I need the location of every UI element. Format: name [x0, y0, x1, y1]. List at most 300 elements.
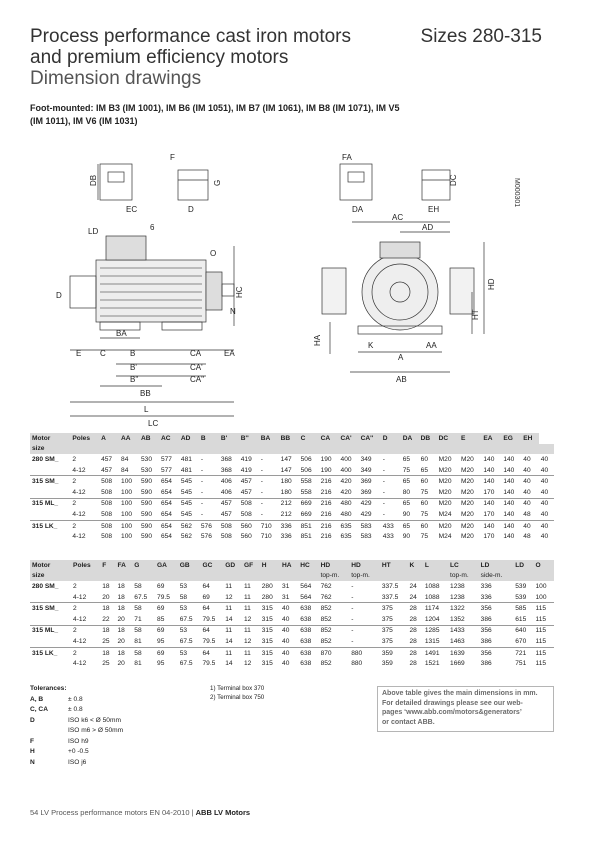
table-cell: 710	[259, 520, 279, 531]
table-cell: 69	[157, 582, 165, 590]
table-cell: H	[260, 560, 280, 571]
table-cell: 18	[116, 625, 133, 636]
table-cell: 508	[99, 476, 119, 487]
table-row	[30, 658, 554, 669]
table-cell: GF	[242, 560, 260, 571]
table-header-row	[30, 433, 554, 444]
table-cell: 506	[300, 466, 312, 474]
header-size-label: size	[30, 444, 554, 455]
table-cell: 80	[402, 488, 411, 496]
table-cell: 75	[420, 488, 429, 496]
table-cell: CA''	[359, 433, 381, 444]
table-cell	[30, 592, 71, 603]
table-cell: -	[351, 582, 354, 590]
table-cell	[408, 571, 423, 582]
table-cell: 18	[100, 603, 115, 614]
label-lc: LC	[148, 419, 159, 428]
table-cell: 67.5	[179, 615, 193, 623]
table-cell: 669	[300, 510, 312, 518]
table-cell: M20	[437, 476, 459, 487]
table-cell: 18	[102, 582, 110, 590]
table-cell: 1521	[424, 660, 440, 668]
label-n: N	[230, 307, 236, 316]
label-ca2: CA''	[190, 375, 205, 384]
table-cell: 4-12	[72, 533, 86, 541]
table-cell: M20	[461, 533, 474, 541]
info-line-1: Above table gives the main dimensions in mm.	[382, 690, 538, 697]
table-cell: 75	[402, 466, 411, 474]
table-cell: Poles	[70, 433, 99, 444]
table-cell: 670	[515, 637, 527, 645]
table-cell: 558	[299, 476, 319, 487]
table-cell: 100	[535, 582, 547, 590]
table-cell: 20	[117, 637, 125, 645]
drawing-code: M000301	[513, 178, 520, 208]
table-cell: 762	[320, 582, 332, 590]
table-cell: 40	[540, 466, 549, 474]
table-cell: 851	[299, 520, 319, 531]
table-cell: 11	[223, 647, 242, 658]
table-cell: Motor	[30, 433, 70, 444]
table-cell: LD	[479, 560, 514, 571]
table-cell: 115	[535, 637, 547, 645]
table-cell: 67.5	[179, 637, 193, 645]
tolerance-row	[30, 716, 123, 727]
table-cell: 419	[240, 455, 252, 463]
table-cell: E	[459, 433, 481, 444]
table-cell: -	[260, 488, 263, 496]
table-cell: 24	[409, 593, 417, 601]
table-cell: 40	[521, 520, 539, 531]
table-cell	[155, 571, 178, 582]
table-cell: -	[351, 637, 354, 645]
label-ec: EC	[126, 205, 138, 214]
table-cell: 762	[320, 593, 332, 601]
table-cell: EA	[481, 433, 501, 444]
table-cell: GA	[155, 560, 178, 571]
table-cell	[116, 571, 133, 582]
table-cell: 558	[300, 488, 312, 496]
table-cell: M20	[461, 488, 474, 496]
table-cell: 11	[243, 582, 251, 590]
table-cell: 40	[540, 455, 549, 463]
table-cell: 212	[280, 510, 292, 518]
table-cell: 71	[134, 615, 142, 623]
table-cell: CA	[319, 433, 339, 444]
table-cell: L	[423, 560, 448, 571]
table-cell: 14	[225, 637, 233, 645]
table-cell: 40	[539, 476, 554, 487]
table-cell: 386	[480, 615, 492, 623]
table-cell: M24	[438, 533, 452, 541]
table-cell: 583	[359, 520, 381, 531]
table-cell: 315	[261, 660, 273, 668]
table-cell: M20	[459, 498, 481, 509]
table-cell: -	[259, 498, 279, 509]
table-cell: 530	[141, 455, 153, 463]
table-cell: 28	[408, 647, 423, 658]
table-cell: 4-12	[73, 593, 87, 601]
table-cell	[71, 571, 100, 582]
label-b1: B'	[130, 363, 137, 372]
table-cell: 562	[180, 533, 192, 541]
table-header-row-2	[30, 444, 554, 455]
table-cell: 12	[243, 660, 252, 668]
table-cell: 508	[101, 510, 113, 518]
table-cell: 400	[340, 466, 352, 474]
tolerance-key: N	[30, 758, 35, 766]
table-cell: 100	[535, 593, 547, 601]
table-cell: 349	[360, 466, 372, 474]
table-cell: M20	[461, 510, 474, 518]
table-cell: 58	[132, 625, 155, 636]
table-cell: 638	[298, 647, 318, 658]
table-cell: HA	[280, 560, 298, 571]
table-cell: 2	[73, 582, 77, 590]
table-cell	[280, 571, 298, 582]
label-f: F	[170, 153, 175, 162]
table-cell: 140	[481, 520, 501, 531]
table-cell: DC	[437, 433, 459, 444]
label-dc: DC	[449, 174, 458, 186]
table-cell: 1088	[424, 593, 440, 601]
tolerances-heading: Tolerances:	[30, 685, 67, 692]
table-cell: 64	[201, 625, 224, 636]
tolerance-key	[30, 726, 68, 737]
table-cell: 654	[159, 498, 179, 509]
table-cell: 140	[501, 498, 521, 509]
label-e: E	[76, 349, 82, 358]
table-cell: 190	[320, 455, 332, 463]
mounting-subtitle: Foot-mounted: IM B3 (IM 1001), IM B6 (IM 1051), IM B7 (IM 1061), IM B8 (IM 1071), IM V5 (IM 1011), IM V6 (IM 1031)	[30, 103, 400, 126]
table-cell: 852	[320, 637, 332, 645]
table-cell	[380, 571, 408, 582]
label-ea: EA	[224, 349, 235, 358]
table-cell: 640	[513, 625, 533, 636]
title-line-3: Dimension drawings	[30, 68, 202, 89]
table-cell: LD	[513, 560, 533, 571]
table-cell: 2	[71, 603, 100, 614]
table-cell: 31	[282, 593, 290, 601]
table-cell: 64	[202, 582, 210, 590]
table-cell: 79.5	[202, 637, 216, 645]
table-row	[30, 454, 554, 465]
table-cell: 669	[299, 498, 319, 509]
table-cell: 140	[483, 466, 495, 474]
table-cell: 18	[116, 603, 133, 614]
table-cell: 4-12	[73, 615, 87, 623]
table-cell: -	[260, 466, 263, 474]
label-ld: LD	[88, 227, 99, 236]
table-row	[30, 603, 554, 614]
table-cell: DB	[419, 433, 437, 444]
table-cell: -	[381, 498, 401, 509]
table-cell: 115	[535, 615, 547, 623]
table-cell: 1238	[450, 593, 465, 601]
tolerances	[30, 684, 123, 768]
table-cell: 4-12	[73, 660, 87, 668]
table-cell: 368	[220, 455, 232, 463]
table-cell: 53	[178, 625, 201, 636]
table-cell: 375	[380, 603, 408, 614]
table-row	[30, 625, 554, 636]
table-cell: 545	[180, 510, 192, 518]
tolerance-row	[30, 747, 123, 758]
table-cell: 481	[180, 466, 192, 474]
table-cell: 28	[408, 603, 423, 614]
table-cell: 140	[501, 520, 521, 531]
table-cell: 60	[419, 476, 437, 487]
table-cell: -	[259, 476, 279, 487]
footnote-1: 1) Terminal box 370	[210, 685, 265, 692]
table-cell: 53	[178, 603, 201, 614]
table-cell: 40	[280, 647, 298, 658]
table-cell: 852	[319, 625, 350, 636]
table-cell: -	[200, 466, 204, 474]
table-cell: M20	[438, 455, 452, 463]
table-cell: 79.5	[157, 593, 170, 601]
table-cell: 180	[280, 488, 292, 496]
table-cell: 315 SM_	[30, 603, 71, 614]
table-cell: 90	[402, 533, 411, 541]
table-cell: 508	[240, 510, 252, 518]
table-cell	[30, 531, 70, 542]
table-cell: 40	[540, 533, 549, 541]
table-cell: 2	[70, 498, 99, 509]
table-cell: HT	[380, 560, 408, 571]
table-cell: 48	[523, 510, 531, 518]
table-cell: 40	[539, 520, 554, 531]
table-cell: 140	[481, 476, 501, 487]
table-cell: 359	[380, 647, 408, 658]
table-row	[30, 614, 554, 625]
table-cell: M20	[459, 476, 481, 487]
tolerance-value: ISO m6 > Ø 50mm	[68, 727, 124, 734]
footnotes	[210, 684, 264, 702]
table-cell: F	[100, 560, 115, 571]
table-cell: 65	[401, 476, 419, 487]
table-cell: GD	[223, 560, 242, 571]
table-cell: 349	[360, 455, 372, 463]
table-cell	[30, 636, 71, 647]
label-o: O	[210, 249, 217, 258]
label-b: B	[130, 349, 136, 358]
table-cell: 508	[239, 498, 259, 509]
table-cell: 315 LK_	[30, 520, 70, 531]
table-cell: 2	[71, 625, 100, 636]
table-row	[30, 592, 554, 603]
table-cell: 368	[220, 466, 232, 474]
table-cell: 880	[351, 660, 363, 668]
table-cell: 4-12	[72, 488, 86, 496]
table-cell: 577	[160, 455, 172, 463]
table-cell: 508	[220, 533, 232, 541]
table-cell: 147	[280, 466, 292, 474]
table-cell: 433	[381, 520, 401, 531]
table-cell: 852	[320, 615, 332, 623]
table-cell: 25	[102, 660, 110, 668]
table-cell: 583	[360, 533, 372, 541]
table-cell: 337.5	[381, 593, 399, 601]
table-cell: 95	[157, 637, 165, 645]
table-cell: 40	[540, 488, 549, 496]
table-cell: 75	[420, 533, 429, 541]
table-cell: Poles	[71, 560, 100, 571]
table-cell: 79.5	[202, 660, 216, 668]
table-cell: 11	[242, 603, 260, 614]
table-cell: 60	[420, 455, 429, 463]
table-cell: 1433	[448, 625, 479, 636]
table-cell: -	[381, 476, 401, 487]
table-cell: 216	[319, 498, 339, 509]
page-title	[30, 26, 351, 89]
table-cell: 90	[402, 510, 411, 518]
table-cell: 1352	[450, 615, 465, 623]
table-cell	[223, 571, 242, 582]
table-cell: LC	[448, 560, 479, 571]
table-cell: 58	[134, 582, 142, 590]
table-cell: 180	[279, 476, 299, 487]
table-cell: GB	[178, 560, 201, 571]
table-cell: 40	[280, 603, 298, 614]
table-cell: O	[534, 560, 554, 571]
table-cell: M20	[437, 498, 459, 509]
table-cell: 100	[119, 498, 139, 509]
table-cell: HC	[298, 560, 318, 571]
label-ca1: CA'	[190, 363, 203, 372]
table-cell	[100, 571, 115, 582]
table-cell: 315	[260, 625, 280, 636]
table-cell: 79.5	[202, 615, 216, 623]
table-cell: 140	[481, 498, 501, 509]
table-cell: -	[349, 603, 380, 614]
table-cell: 65	[401, 498, 419, 509]
label-ac: AC	[392, 213, 404, 222]
table-cell: 420	[340, 488, 352, 496]
page-footer	[30, 808, 250, 817]
table-cell: -	[382, 455, 385, 463]
table-cell: EG	[501, 433, 521, 444]
table-cell: 315	[261, 637, 273, 645]
table-cell: 84	[121, 455, 129, 463]
table-cell: B'	[219, 433, 239, 444]
table-cell: top-m.	[448, 571, 479, 582]
info-line-2: For detailed drawings please see our web-	[382, 699, 523, 707]
table-cell: 577	[160, 466, 172, 474]
table-cell: -	[199, 476, 219, 487]
table-cell: 2	[70, 476, 99, 487]
info-box	[377, 686, 554, 732]
table-cell: 53	[179, 582, 188, 590]
table-cell: -	[199, 498, 219, 509]
table-cell: 140	[483, 455, 495, 463]
table-cell: side-m.	[479, 571, 514, 582]
table-cell: 457	[220, 510, 232, 518]
table-cell: 654	[160, 510, 172, 518]
label-da: DA	[352, 205, 364, 214]
table-cell: 280 SM_	[32, 582, 59, 590]
table-cell: 654	[160, 533, 172, 541]
table-cell: 315 ML_	[30, 498, 70, 509]
table-cell: 170	[483, 533, 495, 541]
table-cell: 100	[121, 510, 133, 518]
table-cell: top-m.	[349, 571, 380, 582]
table-cell: 190	[320, 466, 332, 474]
table-row	[30, 636, 554, 647]
table-cell: 1238	[450, 582, 465, 590]
table-cell: 100	[119, 520, 139, 531]
table-cell: -	[260, 510, 263, 518]
footer-brand: ABB LV Motors	[195, 808, 251, 817]
table-cell: 11	[242, 647, 260, 658]
table-row	[30, 509, 554, 520]
table-cell: 545	[179, 498, 199, 509]
label-a: A	[398, 353, 404, 362]
table-cell: 84	[121, 466, 129, 474]
table-cell: 870	[319, 647, 350, 658]
tolerance-key: A, B	[30, 695, 44, 703]
table-cell: 1463	[450, 637, 465, 645]
table-cell: 11	[242, 625, 260, 636]
table-cell: 560	[239, 520, 259, 531]
table-cell: 375	[381, 637, 393, 645]
tolerance-value: ± 0.8	[68, 695, 83, 703]
table-cell: 506	[300, 455, 312, 463]
table-cell: 216	[319, 476, 339, 487]
tolerance-key: C, CA	[30, 706, 48, 713]
table-cell	[132, 571, 155, 582]
table-cell: M20	[461, 466, 474, 474]
table-cell: BA	[259, 433, 279, 444]
table-cell: 170	[483, 510, 495, 518]
table-cell: 140	[503, 510, 515, 518]
table-cell: HD	[349, 560, 380, 571]
table-cell: 28	[409, 615, 417, 623]
table-cell: 590	[141, 533, 153, 541]
label-ad: AD	[422, 223, 434, 232]
tolerance-value: ISO k6 < Ø 50mm	[68, 716, 121, 724]
table-cell: 400	[340, 455, 352, 463]
table-cell: HD	[319, 560, 350, 571]
table-cell: 18	[100, 647, 115, 658]
table-cell: 40	[523, 488, 531, 496]
table-cell: 100	[121, 533, 133, 541]
table-cell: 40	[521, 498, 539, 509]
table-cell: 48	[523, 533, 531, 541]
table-cell: 615	[515, 615, 527, 623]
table-cell: 369	[360, 488, 372, 496]
table-cell: 25	[102, 637, 110, 645]
table-cell: 576	[199, 520, 219, 531]
title-line-2: and premium efficiency motors	[30, 47, 289, 68]
table-cell	[242, 571, 260, 582]
table-cell: 480	[340, 510, 352, 518]
table-cell: 337.5	[381, 582, 399, 590]
table-cell: 315	[260, 603, 280, 614]
table-cell: 336	[480, 582, 492, 590]
table-cell: 1322	[448, 603, 479, 614]
table-cell: B	[199, 433, 219, 444]
label-ha: HA	[313, 334, 322, 346]
table-cell: 560	[240, 533, 252, 541]
table-cell: 1285	[423, 625, 448, 636]
table-cell: 28	[408, 625, 423, 636]
label-ht: HT	[471, 309, 480, 320]
table-cell: 1639	[448, 647, 479, 658]
table-cell: 539	[515, 582, 527, 590]
table-cell: -	[349, 625, 380, 636]
table-cell: 654	[159, 476, 179, 487]
